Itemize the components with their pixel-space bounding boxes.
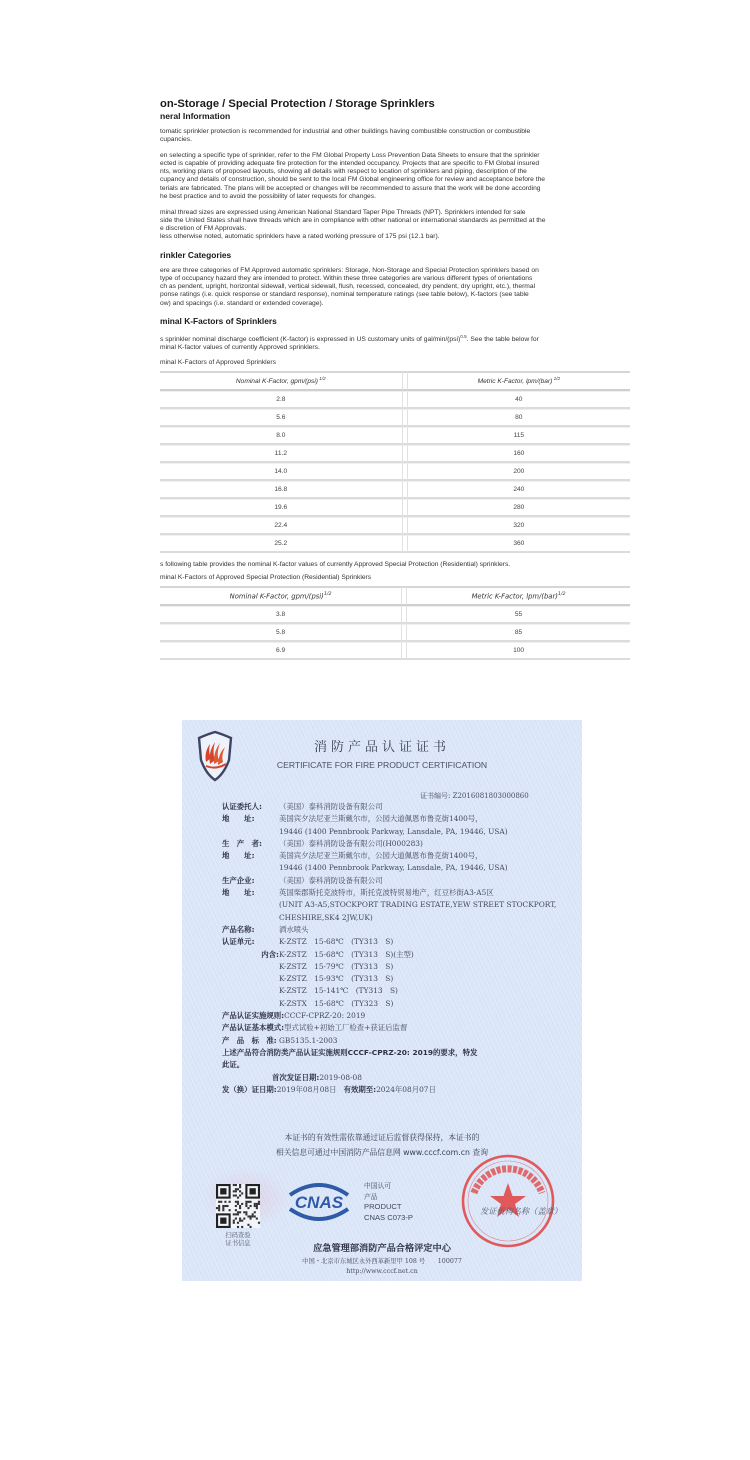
qr-caption: 扫码查验 证书信息 bbox=[225, 1232, 251, 1247]
issuer-signature: 发证机构名称（盖章） bbox=[480, 1206, 562, 1216]
table2-header-metric: Metric K-Factor, lpm/(bar)$^{1/2}$ bbox=[407, 586, 630, 606]
factory-row: 生产企业: （美国）泰科消防设备有限公司 bbox=[222, 875, 383, 885]
general-paragraph-3: minal thread sizes are expressed using American National Standard Taper Pipe Threads (NPT). Sprinklers intended for sale side the United States shall have threads which are in compliance with other national or international standards as permitted at the e discretion of FM Approvals. less otherwise noted, automatic sprinklers have a rated working pressure of 175 psi (12.1 bar). bbox=[160, 208, 546, 241]
valid-until-value: 2024年08月07日 bbox=[376, 1084, 436, 1094]
manufacturer-address-row: 地 址: 美国宾夕法尼亚兰斯戴尔市，公园大道佩恩布鲁克街1400号， bbox=[222, 851, 483, 861]
nominal-k-factor-cell: 22.4 bbox=[160, 517, 402, 535]
residential-k-factor-table bbox=[160, 586, 630, 660]
nominal-k-factor-cell: 19.6 bbox=[160, 499, 402, 517]
nominal-k-factor-cell: 25.2 bbox=[160, 535, 402, 553]
table2-caption: minal K-Factors of Approved Special Protection (Residential) Sprinklers bbox=[160, 574, 372, 582]
qr-code-icon[interactable] bbox=[216, 1184, 260, 1228]
mode-row: 产品认证基本模式: 型式试验+初始工厂检查+获证后监督 bbox=[222, 1023, 408, 1033]
cnas-logo-icon bbox=[284, 1179, 354, 1225]
nominal-k-factor-cell: 16.8 bbox=[160, 481, 402, 499]
k-factor-paragraph: s sprinkler nominal discharge coefficient (K-factor) is expressed in US customary units of gal/min/(psi)$^{0.5}$. See the table below for minal K-factor values of currently Approved sprinklers. bbox=[160, 333, 539, 351]
official-seal-icon bbox=[460, 1153, 556, 1249]
table-row bbox=[160, 445, 630, 463]
certificate-title-en: CERTIFICATE FOR FIRE PRODUCT CERTIFICATION bbox=[276, 760, 488, 770]
table-row bbox=[160, 409, 630, 427]
nominal-k-factor-cell: 3.8 bbox=[160, 606, 401, 624]
issuing-center-name: 应急管理部消防产品合格评定中心 bbox=[313, 1243, 451, 1254]
metric-k-factor-cell: 320 bbox=[408, 517, 630, 535]
table1-caption: minal K-Factors of Approved Sprinklers bbox=[160, 359, 276, 367]
table-row bbox=[160, 535, 630, 553]
table-row bbox=[160, 606, 630, 624]
nominal-k-factor-cell: 2.8 bbox=[160, 391, 402, 409]
table-row bbox=[160, 427, 630, 445]
applicant-row: 认证委托人: （美国）泰科消防设备有限公司 bbox=[222, 802, 383, 811]
table-row bbox=[160, 391, 630, 409]
metric-k-factor-cell: 115 bbox=[408, 427, 630, 445]
table2-header-nominal: Nominal K-Factor, gpm/(psi)$^{1/2}$ bbox=[160, 586, 401, 606]
metric-k-factor-cell: 100 bbox=[407, 642, 630, 660]
rule-row: 产品认证实施规则: CCCF-CPRZ-20: 2019 bbox=[222, 1011, 366, 1021]
residential-intro: s following table provides the nominal K-factor values of currently Approved Special Protection (Residential) sprinklers. bbox=[160, 561, 511, 569]
metric-k-factor-cell: 280 bbox=[408, 499, 630, 517]
metric-k-factor-cell: 55 bbox=[407, 606, 630, 624]
manufacturer-row: 生 产 者: （美国）泰科消防设备有限公司(H000283) bbox=[222, 838, 423, 848]
k-factor-table bbox=[160, 371, 630, 553]
certificate-title-cn: 消防产品认证证书 bbox=[313, 740, 450, 755]
fm-approvals-document bbox=[160, 98, 630, 660]
nominal-k-factor-cell: 14.0 bbox=[160, 463, 402, 481]
general-paragraph-2: en selecting a specific type of sprinkler, refer to the FM Global Property Loss Prevention Data Sheets to ensure that the sprinkler ected is capable of providing adequate fire protection for the intended occupancy. Projects that are specific to FM Global insured nts, working plans of proposed layouts, showing all details with respect to location of sprinklers and piping, description of the cupancy and details of construction, should be sent to the local FM Global engineering office for review and acceptance before the terials are fabricated. The plans will be accepted or changes will be recommended to assure that the work will be done according he best practice and to avoid the possibility of later requests for changes. bbox=[160, 152, 546, 200]
table-row bbox=[160, 517, 630, 535]
cert-unit-row: 认证单元: K-ZSTZ 15-68℃ (TY313 S) bbox=[222, 937, 394, 947]
table-row bbox=[160, 481, 630, 499]
table1-header-nominal: Nominal K-Factor, gpm/(psi) $^{1/2}$ bbox=[160, 371, 402, 391]
table-row bbox=[160, 499, 630, 517]
product-name-row: 产品名称: 洒水喷头 bbox=[222, 924, 309, 934]
nominal-k-factor-cell: 11.2 bbox=[160, 445, 402, 463]
sprinkler-categories-heading: rinkler Categories bbox=[160, 250, 232, 261]
metric-k-factor-cell: 80 bbox=[408, 409, 630, 427]
factory-address-row: 地 址: 英国柴郡斯托克波特市，斯托克波特贸易地产，红豆杉街A3-A5区 bbox=[222, 888, 494, 898]
svg-text:CNAS: CNAS bbox=[294, 1193, 344, 1212]
metric-k-factor-cell: 40 bbox=[408, 391, 630, 409]
general-information-heading: neral Information bbox=[160, 111, 231, 121]
nominal-k-factor-cell: 5.8 bbox=[160, 624, 401, 642]
valid-until-label: 有效期至: bbox=[343, 1084, 377, 1094]
table1-header-metric: Metric K-Factor, lpm/(bar) $^{1/2}$ bbox=[408, 371, 630, 391]
issuing-center-address: 中国・北京市东城区永外西革新里甲 108 号 100077 bbox=[302, 1258, 462, 1265]
declaration: 上述产品符合消防类产品认证实施规则CCCF-CPRZ-20: 2019的要求，特发 bbox=[222, 1047, 478, 1057]
certificate-body: 认证委托人: （美国）泰科消防设备有限公司 地 址: 美国宾夕法尼亚兰斯戴尔市，公园大道佩恩布鲁克街1400号， 19446 (1400 Pennbrook Parkway, Lansdale, PA, 19446, USA) 生 产 者: （美国）泰科消防设备有限公司(H000283) 地 址: 美国宾夕法尼亚兰斯戴尔市，公园大道佩恩布鲁克街1400号， 19446 (1400 Pennbrook Parkway, Lansdale, PA, 19446, USA) 生产企业: （美国）泰科消防设备有限公司 地 址: 英国柴郡斯托克波特市，斯托克波特贸易地产，红豆杉街A3-A5区 (UNIT A3-A5,STOCKPORT TRADING ESTATE,YEW STREET STOCKPORT, CHESHIRE,SK4 2JW,UK) 产品名称: 洒水喷头 认证单元: K-ZSTZ 15-68℃ (TY313 S) 内含: K-ZSTZ 15-68℃ (TY313 S)(主型) K-ZSTZ 15-79℃ (TY313 S) K-ZSTZ 15-93℃ (TY313 S) K-ZSTZ 15-141℃ (TY313 S) K-ZSTX 15-68℃ (TY323 S) 产品认证实施规则: CCCF-CPRZ-20: 2019 产品认证基本模式: 型式试验+初始工厂检查+获证后监督 产 品 标 准: GB5135.1-2003 上述产品符合消防类产品认证实施规则CCCF-CPRZ-20: 2019的要求，特发 此证。 首次发证日期: 2019-08-08 发（换）证日期: 2019年08月08日 有效期至: 2024年08月07日 bbox=[222, 801, 577, 1096]
general-paragraph-1: tomatic sprinkler protection is recommended for industrial and other buildings having combustible construction or combustible cupancies. bbox=[160, 128, 531, 144]
fire-product-certificate bbox=[182, 720, 582, 1281]
table-row bbox=[160, 463, 630, 481]
metric-k-factor-cell: 160 bbox=[408, 445, 630, 463]
issuing-center-url[interactable]: http://www.cccf.net.cn bbox=[346, 1268, 418, 1275]
metric-k-factor-cell: 360 bbox=[408, 535, 630, 553]
issue-date-row: 发（换）证日期: 2019年08月08日 有效期至: 2024年08月07日 bbox=[222, 1084, 577, 1096]
cnas-accreditation: 中国认可 产品 PRODUCT CNAS C073-P bbox=[364, 1182, 413, 1222]
document-title: on-Storage / Special Protection / Storage Sprinklers bbox=[160, 98, 435, 110]
applicant-address-row: 地 址: 美国宾夕法尼亚兰斯戴尔市，公园大道佩恩布鲁克街1400号， bbox=[222, 814, 483, 824]
validity-notice: 本证书的有效性需依靠通过证后监督获得保持，本证书的 相关信息可通过中国消防产品信息网 www.cccf.com.cn 查询 bbox=[275, 1133, 489, 1157]
metric-k-factor-cell: 200 bbox=[408, 463, 630, 481]
metric-k-factor-cell: 85 bbox=[407, 624, 630, 642]
nominal-k-factor-cell: 6.9 bbox=[160, 642, 401, 660]
standard-row: 产 品 标 准: GB5135.1-2003 bbox=[222, 1035, 338, 1045]
metric-k-factor-cell: 240 bbox=[408, 481, 630, 499]
first-issue-row: 首次发证日期: 2019-08-08 bbox=[272, 1072, 362, 1082]
categories-paragraph: ere are three categories of FM Approved automatic sprinklers: Storage, Non-Storage and Special Protection sprinklers based on type of occupancy hazard they are intended to protect. Within these three categories are various different types of orientations ch as pendent, upright, horizontal sidewall, vertical sidewall, flush, recessed, concealed, dry pendent, dry upright, etc.), thermal ponse ratings (i.e. quick response or standard response), nominal temperature ratings (see table below), K-factors (see table ow) and spacings (i.e. standard or extended coverage). bbox=[160, 267, 539, 307]
nominal-k-factor-cell: 8.0 bbox=[160, 427, 402, 445]
nominal-k-factors-heading: minal K-Factors of Sprinklers bbox=[160, 315, 277, 326]
table-row bbox=[160, 642, 630, 660]
table-row bbox=[160, 624, 630, 642]
contains-row: 内含: K-ZSTZ 15-68℃ (TY313 S)(主型) bbox=[261, 949, 414, 959]
nominal-k-factor-cell: 5.6 bbox=[160, 409, 402, 427]
certificate-number: 证书编号: Z2016081803000860 bbox=[420, 792, 529, 800]
